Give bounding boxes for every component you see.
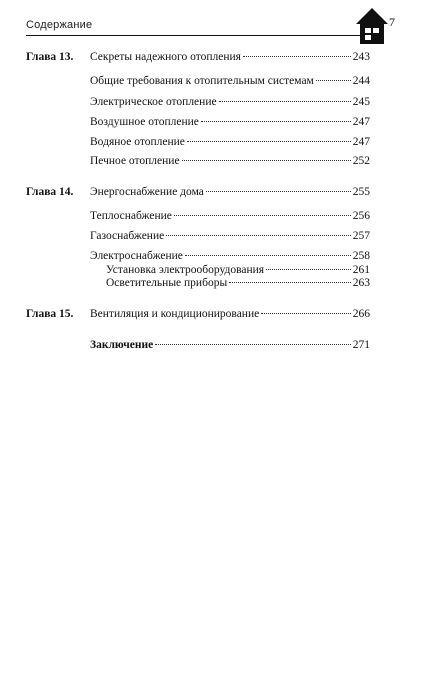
toc-entry-title: Газоснабжение — [90, 230, 165, 242]
dot-leader — [174, 215, 351, 216]
dot-leader — [243, 56, 351, 57]
toc-entry-page: 257 — [352, 230, 370, 242]
toc-entry-title: Электроснабжение — [90, 250, 183, 262]
toc-entry-conclusion[interactable] — [90, 339, 370, 353]
dot-leader — [187, 141, 351, 142]
header-rule — [26, 35, 366, 36]
toc-entry[interactable] — [90, 136, 370, 150]
toc-entry-title: Заключение — [90, 339, 154, 351]
toc-entry-page: 258 — [352, 250, 370, 262]
page-number-emblem — [352, 4, 400, 48]
dot-leader — [182, 160, 351, 161]
dot-leader — [206, 191, 351, 192]
toc-entry[interactable] — [90, 155, 370, 169]
chapter-label: Глава 14. — [26, 186, 74, 198]
toc-entry-title: Осветительные приборы — [106, 277, 228, 289]
dot-leader — [316, 80, 351, 81]
toc-entry-title: Энергоснабжение дома — [90, 186, 204, 198]
dot-leader — [261, 313, 351, 314]
toc-entry-page: 247 — [352, 116, 370, 128]
toc-entry-chapter[interactable] — [90, 308, 370, 322]
running-header — [26, 16, 374, 36]
toc-entry[interactable] — [90, 75, 370, 89]
toc-entry-page: 256 — [352, 210, 370, 222]
toc-entry-page: 255 — [352, 186, 370, 198]
dot-leader — [219, 101, 351, 102]
dot-leader — [229, 282, 351, 283]
toc-subentry[interactable] — [106, 277, 370, 291]
toc-entry-title: Секреты надежного отопления — [90, 51, 241, 63]
dot-leader — [266, 269, 351, 270]
toc-entry-title: Водяное отопление — [90, 136, 185, 148]
toc-entry[interactable] — [90, 230, 370, 244]
dot-leader — [166, 235, 351, 236]
dot-leader — [201, 121, 351, 122]
toc-entry[interactable] — [90, 116, 370, 130]
toc-entry[interactable] — [90, 210, 370, 224]
toc-entry-title: Электрическое отопление — [90, 96, 217, 108]
toc-entry-title: Общие требования к отопительным системам — [90, 75, 314, 87]
toc-entry-title: Печное отопление — [90, 155, 180, 167]
dot-leader — [185, 255, 351, 256]
toc-entry-chapter[interactable] — [90, 186, 370, 200]
toc-entry[interactable] — [90, 96, 370, 110]
chapter-label: Глава 13. — [26, 51, 74, 63]
toc-entry-page: 243 — [352, 51, 370, 63]
page-number: 7 — [389, 15, 395, 29]
toc-entry-title: Теплоснабжение — [90, 210, 172, 222]
toc-entry-page: 245 — [352, 96, 370, 108]
toc-entry-title: Воздушное отопление — [90, 116, 199, 128]
toc-entry-page: 271 — [352, 339, 370, 351]
toc-entry[interactable] — [90, 250, 370, 264]
toc-entry-page: 266 — [352, 308, 370, 320]
toc-entry-page: 244 — [352, 75, 370, 87]
chapter-label: Глава 15. — [26, 308, 74, 320]
house-icon — [352, 4, 400, 48]
toc-entry-chapter[interactable] — [90, 51, 370, 65]
toc-entry-title: Установка электрооборудования — [106, 264, 265, 276]
toc-entry-page: 252 — [352, 155, 370, 167]
toc-entry-page: 261 — [352, 264, 370, 276]
toc-entry-page: 263 — [352, 277, 370, 289]
toc-subentry[interactable] — [106, 264, 370, 278]
dot-leader — [155, 344, 351, 345]
toc-entry-title: Вентиляция и кондиционирование — [90, 308, 260, 320]
running-header-title: Содержание — [26, 19, 93, 31]
toc-entry-page: 247 — [352, 136, 370, 148]
